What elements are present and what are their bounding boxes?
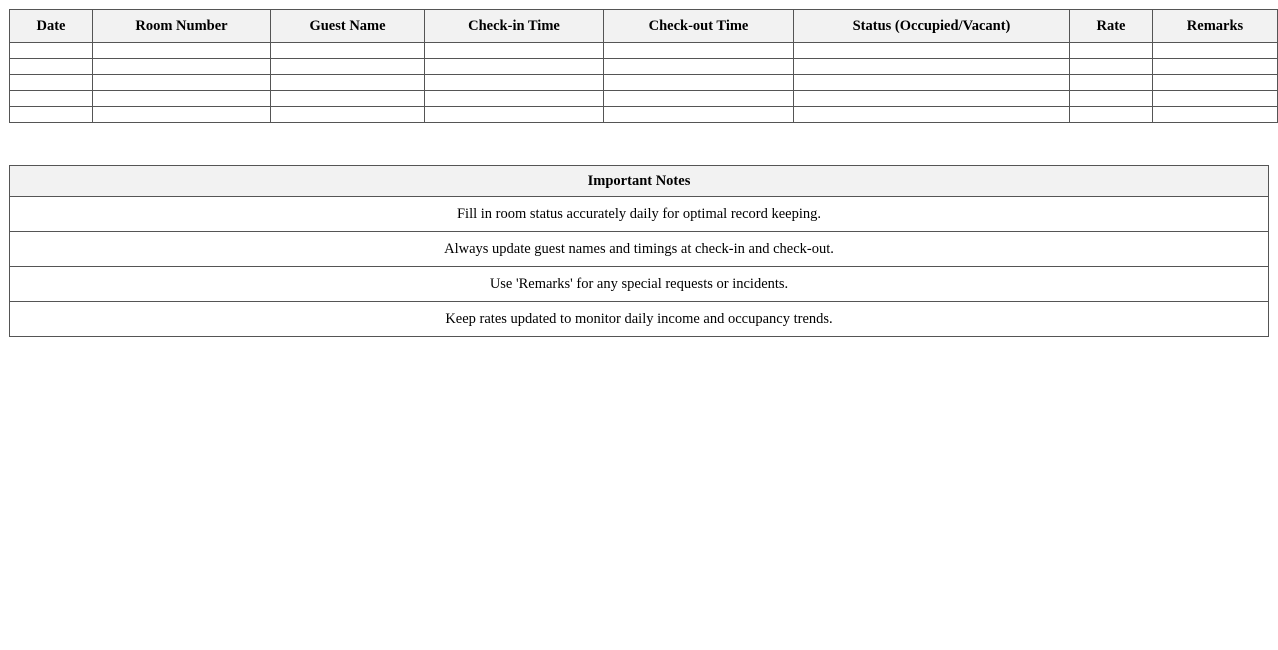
cell-status[interactable]	[794, 107, 1070, 123]
cell-rate[interactable]	[1070, 59, 1153, 75]
cell-checkin[interactable]	[425, 59, 604, 75]
room-status-log-section	[9, 9, 1269, 123]
cell-room[interactable]	[93, 107, 271, 123]
column-header-check-in-time[interactable]: Check-in Time	[425, 10, 604, 43]
log-header-row	[10, 10, 1278, 43]
cell-room[interactable]	[93, 59, 271, 75]
log-table-header	[10, 10, 1278, 43]
cell-guest[interactable]	[271, 107, 425, 123]
cell-checkout[interactable]	[604, 59, 794, 75]
log-table-body	[10, 43, 1278, 123]
cell-guest[interactable]	[271, 59, 425, 75]
list-item	[10, 232, 1269, 267]
cell-rate[interactable]	[1070, 43, 1153, 59]
cell-remarks[interactable]	[1153, 43, 1278, 59]
notes-table-body	[10, 197, 1269, 337]
table-row[interactable]	[10, 107, 1278, 123]
table-row[interactable]	[10, 43, 1278, 59]
cell-room[interactable]	[93, 75, 271, 91]
cell-status[interactable]	[794, 91, 1070, 107]
cell-rate[interactable]	[1070, 91, 1153, 107]
cell-checkin[interactable]	[425, 43, 604, 59]
cell-status[interactable]	[794, 43, 1070, 59]
cell-room[interactable]	[93, 91, 271, 107]
cell-rate[interactable]	[1070, 75, 1153, 91]
column-header-status[interactable]: Status (Occupied/Vacant)	[794, 10, 1070, 43]
table-row[interactable]	[10, 75, 1278, 91]
cell-rate[interactable]	[1070, 107, 1153, 123]
column-header-check-out-time[interactable]: Check-out Time	[604, 10, 794, 43]
column-header-room-number[interactable]: Room Number	[93, 10, 271, 43]
note-text: Use 'Remarks' for any special requests or incidents.	[10, 267, 1269, 302]
cell-guest[interactable]	[271, 75, 425, 91]
cell-date[interactable]	[10, 59, 93, 75]
cell-checkin[interactable]	[425, 91, 604, 107]
column-header-guest-name[interactable]: Guest Name	[271, 10, 425, 43]
cell-checkout[interactable]	[604, 43, 794, 59]
cell-remarks[interactable]	[1153, 75, 1278, 91]
cell-remarks[interactable]	[1153, 59, 1278, 75]
table-row[interactable]	[10, 59, 1278, 75]
important-notes-table	[9, 165, 1269, 337]
cell-date[interactable]	[10, 91, 93, 107]
cell-remarks[interactable]	[1153, 107, 1278, 123]
note-text: Always update guest names and timings at check-in and check-out.	[10, 232, 1269, 267]
cell-date[interactable]	[10, 107, 93, 123]
cell-checkout[interactable]	[604, 75, 794, 91]
note-text: Fill in room status accurately daily for optimal record keeping.	[10, 197, 1269, 232]
cell-status[interactable]	[794, 59, 1070, 75]
list-item	[10, 302, 1269, 337]
notes-table-header	[10, 166, 1269, 197]
notes-header-row	[10, 166, 1269, 197]
cell-remarks[interactable]	[1153, 91, 1278, 107]
list-item	[10, 197, 1269, 232]
cell-checkin[interactable]	[425, 75, 604, 91]
cell-checkin[interactable]	[425, 107, 604, 123]
list-item	[10, 267, 1269, 302]
cell-room[interactable]	[93, 43, 271, 59]
important-notes-section	[9, 165, 1269, 337]
cell-date[interactable]	[10, 75, 93, 91]
column-header-remarks[interactable]: Remarks	[1153, 10, 1278, 43]
cell-checkout[interactable]	[604, 91, 794, 107]
note-text: Keep rates updated to monitor daily income and occupancy trends.	[10, 302, 1269, 337]
room-status-log-table	[9, 9, 1278, 123]
cell-guest[interactable]	[271, 91, 425, 107]
cell-checkout[interactable]	[604, 107, 794, 123]
column-header-date[interactable]: Date	[10, 10, 93, 43]
cell-guest[interactable]	[271, 43, 425, 59]
column-header-rate[interactable]: Rate	[1070, 10, 1153, 43]
cell-date[interactable]	[10, 43, 93, 59]
cell-status[interactable]	[794, 75, 1070, 91]
notes-title: Important Notes	[10, 166, 1269, 197]
table-row[interactable]	[10, 91, 1278, 107]
